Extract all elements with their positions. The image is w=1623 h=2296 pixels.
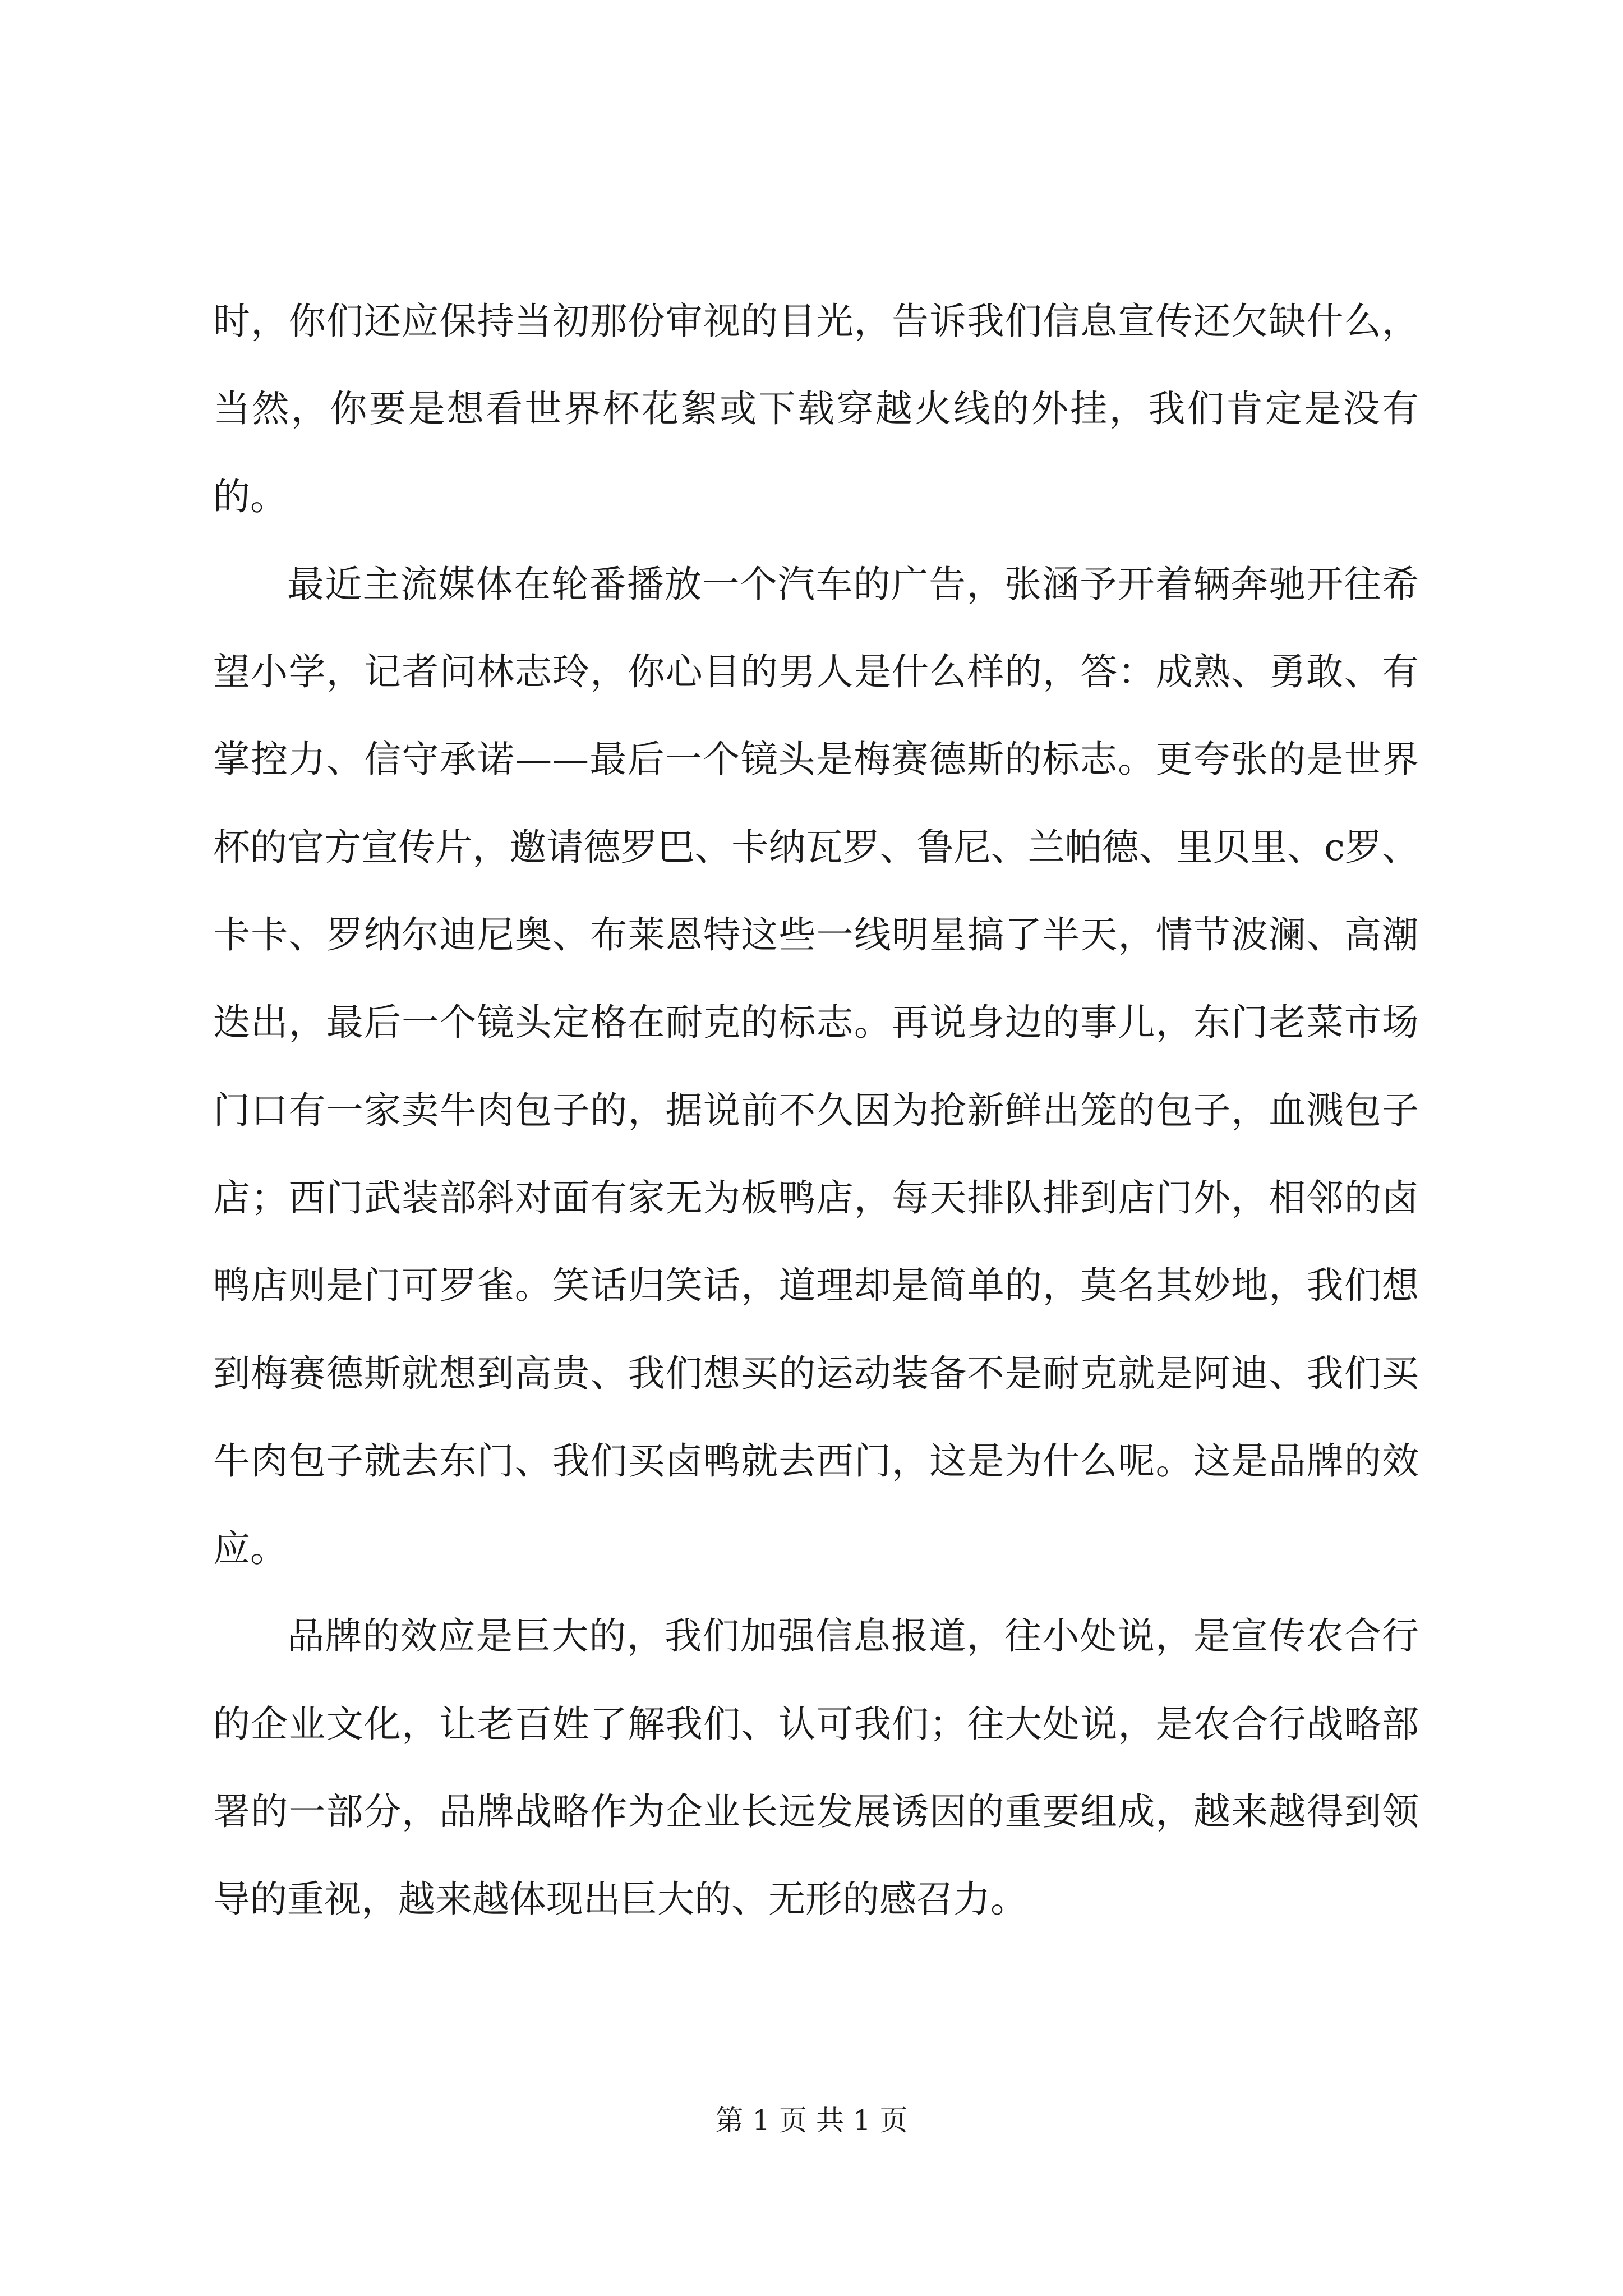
document-body <box>213 278 1419 1944</box>
paragraph-continued: 时，你们还应保持当初那份审视的目光，告诉我们信息宣传还欠缺什么，当然，你要是想看世界杯花絮或下载穿越火线的外挂，我们肯定是没有的。 <box>213 300 1419 518</box>
paragraph-brand-examples: 最近主流媒体在轮番播放一个汽车的广告，张涵予开着辆奔驰开往希望小学，记者问林志玲，你心目的男人是什么样的，答：成熟、勇敢、有掌控力、信守承诺——最后一个镜头是梅赛德斯的标志。更夸张的是世界杯的官方宣传片，邀请德罗巴、卡纳瓦罗、鲁尼、兰帕德、里贝里、c罗、卡卡、罗纳尔迪尼奥、布莱恩特这些一线明星搞了半天，情节波澜、高潮迭出，最后一个镜头定格在耐克的标志。再说身边的事儿，东门老菜市场门口有一家卖牛肉包子的，据说前不久因为抢新鲜出笼的包子，血溅包子店；西门武装部斜对面有家无为板鸭店，每天排队排到店门外，相邻的卤鸭店则是门可罗雀。笑话归笑话，道理却是简单的，莫名其妙地，我们想到梅赛德斯就想到高贵、我们想买的运动装备不是耐克就是阿迪、我们买牛肉包子就去东门、我们买卤鸭就去西门，这是为什么呢。这是品牌的效应。 <box>213 562 1419 1571</box>
paragraph-brand-effect: 品牌的效应是巨大的，我们加强信息报道，往小处说，是宣传农合行的企业文化，让老百姓了解我们、认可我们；往大处说，是农合行战略部署的一部分，品牌战略作为企业长远发展诱因的重要组成，越来越得到领导的重视，越来越体现出巨大的、无形的感召力。 <box>213 1614 1419 1921</box>
page-footer: 第 1 页 共 1 页 <box>715 2104 908 2137</box>
